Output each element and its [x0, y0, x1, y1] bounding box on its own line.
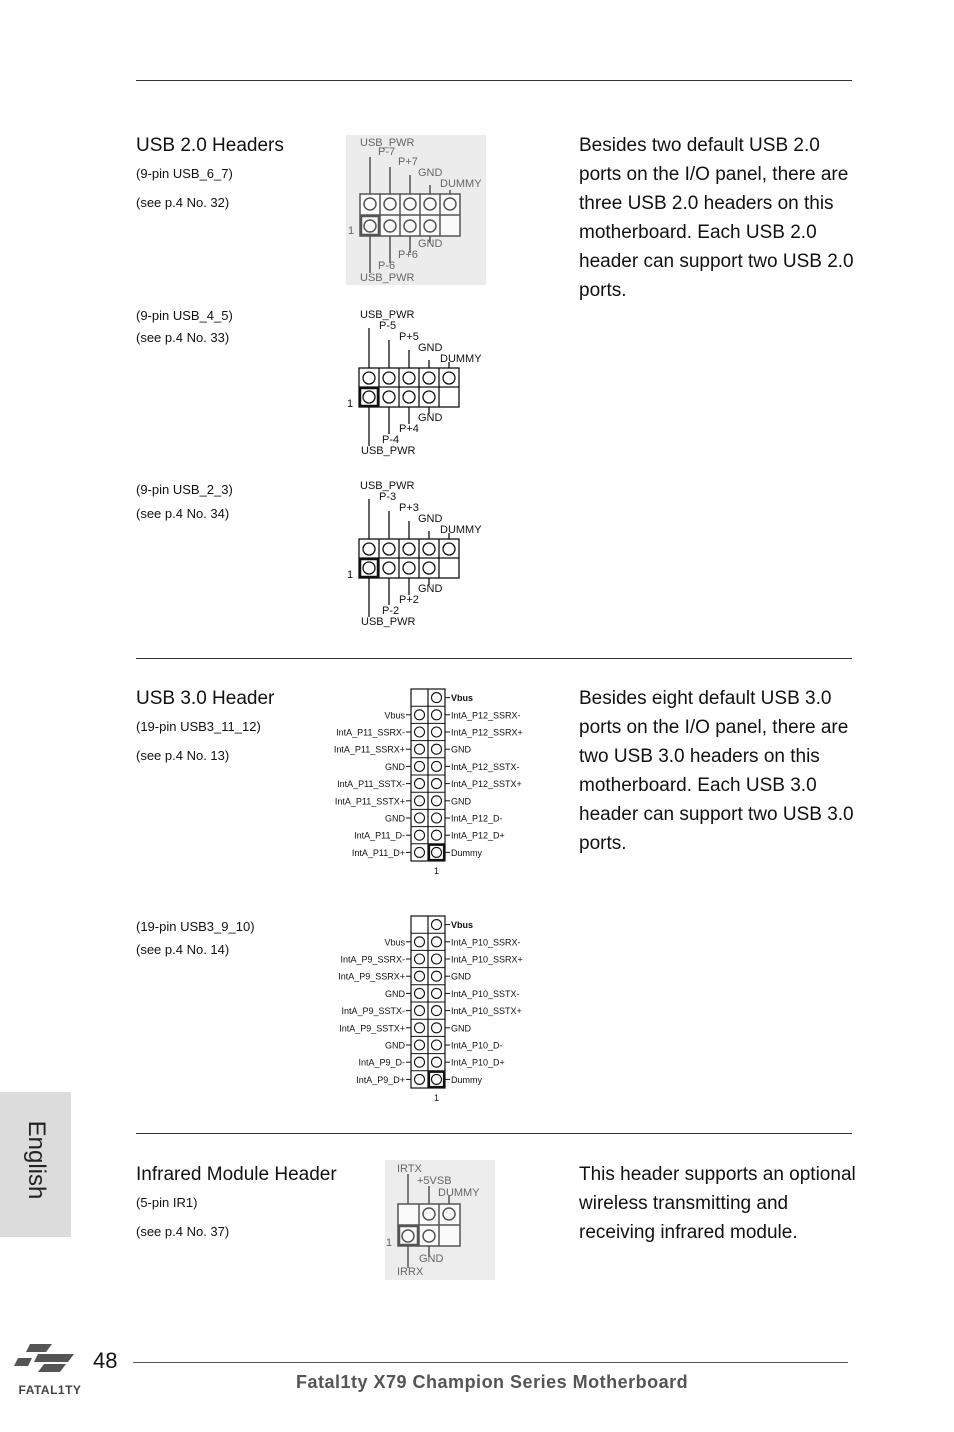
pin	[432, 796, 442, 806]
usb2-d1-pwr: USB_PWR	[360, 137, 415, 149]
usb2-h2-ref: (see p.4 No. 33)	[136, 330, 230, 345]
pin	[415, 847, 425, 857]
usb2-d1-b2: P+6	[398, 249, 418, 261]
usb3-h2-ref: (see p.4 No. 14)	[136, 942, 230, 957]
pin-label-left: IntA_P9_SSRX-	[340, 954, 405, 965]
usb2-d2-p1: P-5	[379, 320, 397, 332]
usb2-description: Besides two default USB 2.0 ports on the I/O panel, there are three USB 2.0 headers on this motherboard. Each USB 2.0 header can support two USB 2.0 ports.	[579, 135, 854, 301]
pin-label-right: IntA_P12_D-	[451, 813, 503, 824]
pin-label-left: GND	[385, 761, 405, 772]
pin-label-left: IntA_P11_SSRX+	[333, 744, 405, 755]
usb2-d2-p2: P+5	[399, 331, 419, 343]
ir-dummy: DUMMY	[438, 1187, 480, 1199]
pin-label-left: IntA_P9_SSTX+	[339, 1023, 405, 1034]
usb3-description: Besides eight default USB 3.0 ports on the I/O panel, there are two USB 3.0 headers on this motherboard. Each USB 3.0 header can support two USB 3.0 ports.	[579, 688, 854, 854]
pin1-label: 1	[433, 1093, 440, 1103]
ir-description: This header supports an optional wireless transmitting and receiving infrared module.	[579, 1164, 856, 1243]
pin	[415, 1023, 425, 1033]
usb2-d2-b1: P-4	[382, 434, 400, 446]
pin	[415, 954, 425, 964]
pin	[432, 971, 442, 981]
usb2-d2-bgnd: GND	[418, 412, 443, 424]
pin	[432, 920, 442, 930]
usb3-header-diagram-2	[300, 913, 560, 1105]
usb2-d1-b1: P-6	[378, 260, 396, 272]
pin	[415, 1040, 425, 1050]
usb2-d1-dummy: DUMMY	[440, 178, 482, 190]
usb2-d3-one: 1	[347, 569, 354, 581]
usb2-h1-ref: (see p.4 No. 32)	[136, 195, 230, 210]
usb3-title: USB 3.0 Header	[136, 688, 275, 709]
pin-label-left: Vbus	[384, 710, 405, 721]
pin	[432, 830, 442, 840]
pin	[415, 937, 425, 947]
pin-label-right: GND	[451, 1023, 471, 1034]
pin	[432, 937, 442, 947]
usb2-d3-p2: P+3	[399, 502, 419, 514]
usb2-d3-b1: P-2	[382, 605, 400, 617]
pin-label-right: IntA_P10_SSTX-	[451, 988, 520, 999]
pin	[415, 796, 425, 806]
usb2-d1-gnd: GND	[418, 167, 443, 179]
usb2-header-diagram-3	[344, 477, 494, 631]
pin	[415, 830, 425, 840]
usb2-title: USB 2.0 Headers	[136, 135, 284, 156]
ir-ref: (see p.4 No. 37)	[136, 1224, 230, 1239]
pin-label-left: IntA_P9_D+	[356, 1074, 405, 1085]
pin-label-right: Vbus	[451, 693, 474, 704]
usb2-d2-pwr: USB_PWR	[360, 309, 415, 321]
pin	[415, 971, 425, 981]
ir-vsb: +5VSB	[417, 1175, 452, 1187]
usb2-d2-one: 1	[347, 398, 354, 410]
usb2-d3-p1: P-3	[379, 491, 397, 503]
pin-label-right: GND	[451, 744, 471, 755]
ir-title: Infrared Module Header	[136, 1164, 337, 1185]
usb3-header-diagram-1	[300, 686, 560, 878]
pin	[415, 710, 425, 720]
usb2-h2-pins: (9-pin USB_4_5)	[136, 308, 233, 323]
pin	[432, 1074, 442, 1084]
pin	[415, 727, 425, 737]
usb3-h1-ref: (see p.4 No. 13)	[136, 748, 230, 763]
pin	[415, 1006, 425, 1016]
pin-label-right: Vbus	[451, 920, 474, 931]
pin-label-right: IntA_P10_SSTX+	[451, 1006, 522, 1017]
pin-label-right: IntA_P10_SSRX-	[451, 937, 521, 948]
pin	[432, 813, 442, 823]
pin-label-left: IntA_P11_SSRX-	[336, 727, 405, 738]
pin-label-right: IntA_P12_D+	[451, 830, 505, 841]
ir-header-diagram	[385, 1160, 495, 1280]
usb2-d3-b2: P+2	[399, 594, 419, 606]
pin	[415, 1074, 425, 1084]
pin	[432, 954, 442, 964]
pin-label-right: GND	[451, 971, 471, 982]
usb2-d3-bpwr: USB_PWR	[361, 616, 416, 628]
pin	[432, 744, 442, 754]
pin-label-right: IntA_P10_D-	[451, 1040, 503, 1051]
usb2-d2-bpwr: USB_PWR	[361, 445, 416, 457]
pin-label-right: IntA_P12_SSTX-	[451, 761, 520, 772]
pin	[432, 847, 442, 857]
pin	[432, 1023, 442, 1033]
usb2-d3-pwr: USB_PWR	[360, 480, 415, 492]
pin	[432, 693, 442, 703]
pin-label-right: IntA_P12_SSTX+	[451, 779, 522, 790]
pin-label-left: IntA_P11_D-	[354, 830, 405, 841]
pin1-label: 1	[433, 866, 440, 876]
pin	[432, 1006, 442, 1016]
language-tab-label: English	[23, 1120, 50, 1200]
pin-label-left: GND	[385, 813, 405, 824]
pin-label-left: IntA_P9_D-	[358, 1057, 405, 1068]
pin-label-left: IntA_P11_D+	[351, 847, 405, 858]
logo-text: FATAL1TY	[18, 1383, 82, 1397]
usb2-header-diagram-2	[344, 306, 494, 460]
pin	[415, 1057, 425, 1067]
pin-label-right: IntA_P10_D+	[451, 1057, 505, 1068]
footer-rule	[133, 1362, 848, 1363]
usb3-h2-pins: (19-pin USB3_9_10)	[136, 919, 255, 934]
ir-irtx: IRTX	[397, 1163, 422, 1175]
usb2-d1-p1: P-7	[378, 146, 396, 158]
pin-label-right: GND	[451, 796, 471, 807]
pin	[415, 779, 425, 789]
usb2-d1-p2: P+7	[398, 156, 418, 168]
pin	[432, 710, 442, 720]
pin-label-right: IntA_P12_SSRX+	[451, 727, 523, 738]
footer-title: Fatal1ty X79 Champion Series Motherboard	[296, 1372, 689, 1392]
usb2-h1-pins: (9-pin USB_6_7)	[136, 166, 233, 181]
usb2-d3-bgnd: GND	[418, 583, 443, 595]
pin	[432, 761, 442, 771]
pin	[432, 1040, 442, 1050]
pin-label-left: IntA_P11_SSTX+	[334, 796, 405, 807]
pin	[415, 988, 425, 998]
usb2-h3-ref: (see p.4 No. 34)	[136, 506, 230, 521]
usb2-d3-dummy: DUMMY	[440, 524, 482, 536]
section-rule-2	[136, 1133, 852, 1134]
pin-label-left: GND	[385, 988, 405, 999]
pin-label-right: IntA_P12_SSRX-	[451, 710, 521, 721]
ir-one: 1	[386, 1237, 393, 1249]
usb2-d2-gnd: GND	[418, 342, 443, 354]
pin	[415, 761, 425, 771]
pin-label-left: Vbus	[384, 937, 405, 948]
pin-label-right: IntA_P10_SSRX+	[451, 954, 523, 965]
pin-label-left: IntA_P9_SSTX-	[341, 1006, 405, 1017]
usb2-d1-one: 1	[348, 225, 355, 237]
top-rule	[136, 80, 852, 81]
usb2-header-diagram-1	[346, 135, 486, 285]
section-rule-1	[136, 658, 852, 659]
pin-label-left: IntA_P9_SSRX+	[338, 971, 405, 982]
page-number: 48	[93, 1348, 118, 1373]
ir-irrx: IRRX	[397, 1266, 424, 1278]
usb2-d3-gnd: GND	[418, 513, 443, 525]
pin-label-right: Dummy	[451, 847, 482, 858]
pin	[415, 744, 425, 754]
pin	[432, 727, 442, 737]
usb2-h3-pins: (9-pin USB_2_3)	[136, 482, 233, 497]
pin	[432, 1057, 442, 1067]
pin-label-left: GND	[385, 1040, 405, 1051]
pin	[415, 813, 425, 823]
usb2-d2-dummy: DUMMY	[440, 353, 482, 365]
fatal1ty-logo	[8, 1340, 92, 1400]
usb2-d1-bgnd: GND	[418, 238, 443, 250]
usb3-h1-pins: (19-pin USB3_11_12)	[136, 719, 261, 734]
ir-pins: (5-pin IR1)	[136, 1195, 198, 1210]
pin-label-left: IntA_P11_SSTX-	[337, 779, 405, 790]
pin	[432, 988, 442, 998]
pin	[432, 779, 442, 789]
usb2-d1-bpwr: USB_PWR	[360, 272, 415, 284]
pin-label-right: Dummy	[451, 1074, 482, 1085]
usb2-d2-b2: P+4	[399, 423, 419, 435]
ir-gnd: GND	[419, 1253, 444, 1265]
